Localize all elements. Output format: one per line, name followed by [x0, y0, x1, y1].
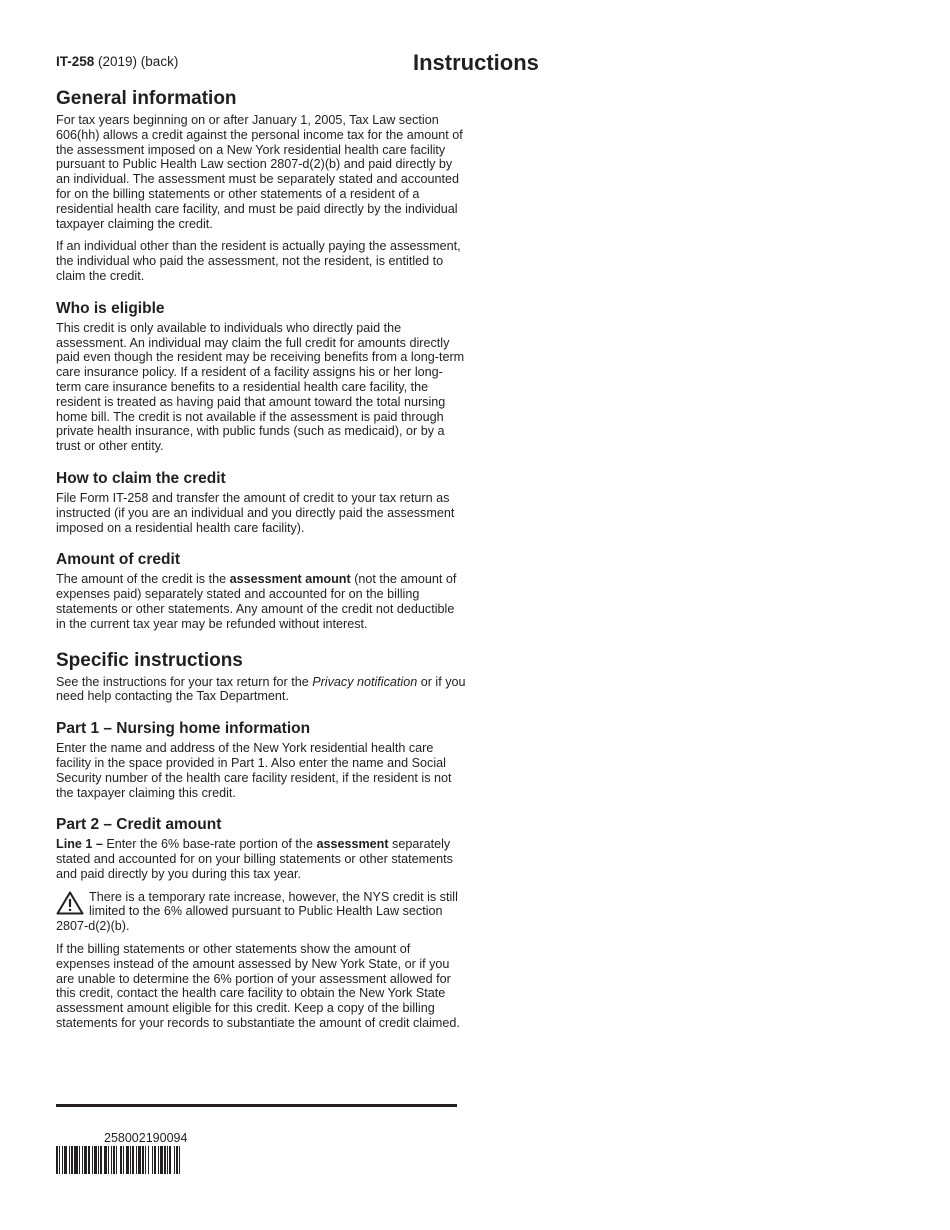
- line-1-instruction: Line 1 – Enter the 6% base-rate portion of the assessment separately stated and accounted for on your billing statements or other statements and paid directly by you during this tax year.: [56, 837, 453, 881]
- warning-icon: [56, 891, 84, 915]
- who-is-eligible-heading: Who is eligible: [56, 299, 165, 317]
- caution-note: [56, 890, 466, 934]
- barcode-bar: [179, 1146, 180, 1174]
- barcode-bar: [64, 1146, 67, 1174]
- barcode-bar: [92, 1146, 93, 1174]
- form-meta: (2019) (back): [94, 54, 179, 69]
- barcode-bar: [130, 1146, 131, 1174]
- barcode-bar: [111, 1146, 112, 1174]
- part-1-paragraph: Enter the name and address of the New York residential health care facility in the space provided in Part 1. Also enter the name and Social Security number of the health care facility resident, if the resident is not the taxpayer claiming this credit.: [56, 741, 452, 800]
- barcode-bar: [56, 1146, 58, 1174]
- barcode-bar: [160, 1146, 163, 1174]
- barcode-bar: [164, 1146, 166, 1174]
- barcode-bar: [126, 1146, 129, 1174]
- barcode-bar: [100, 1146, 102, 1174]
- barcode-bar: [94, 1146, 97, 1174]
- page-title: Instructions: [413, 50, 539, 75]
- how-to-claim-paragraph: File Form IT-258 and transfer the amount of credit to your tax return as instructed (if you are an individual and you directly paid the assessment imposed on a residential health care facility).: [56, 490, 455, 535]
- barcode-bar: [167, 1146, 168, 1174]
- barcode-bar: [59, 1146, 60, 1174]
- how-to-claim-heading: How to claim the credit: [56, 469, 226, 487]
- barcode-bar: [82, 1146, 83, 1174]
- barcode-bar: [148, 1146, 149, 1174]
- who-is-eligible-paragraph: This credit is only available to individuals who directly paid the assessment. An individual may claim the full credit for amounts directly paid even though the resident may be receiving benefits from a long-term care insurance policy. If a resident of a facility assigns his or her long-term care insurance benefits to a residential health care facility, the resident is treated as having paid that amount toward the total nursing home bill. The credit is not available if the assessment is paid through private health insurance, with public funds (such as medicaid), or by a trust or other entity.: [56, 320, 465, 454]
- barcode-bar: [176, 1146, 178, 1174]
- barcode-bar: [71, 1146, 73, 1174]
- barcode-bar: [84, 1146, 87, 1174]
- divider-rule: [56, 1104, 457, 1107]
- barcode-bar: [145, 1146, 146, 1174]
- barcode-bar: [69, 1146, 70, 1174]
- barcode-bar: [62, 1146, 63, 1174]
- amount-of-credit-heading: Amount of credit: [56, 551, 180, 569]
- general-information-paragraph-2: If an individual other than the resident is actually paying the assessment, the individual who paid the assessment, not the resident, is entitled to claim the credit.: [56, 239, 461, 283]
- general-information-paragraph-1: For tax years beginning on or after January 1, 2005, Tax Law section 606(hh) allows a credit against the personal income tax for the amount of the assessment imposed on a New York residential health care facility pursuant to Public Health Law section 2807-d(2)(b) and paid directly by an individual. The assessment must be separately stated and accounted for on the billing statements or other statements of a resident of a residential health care facility, and must be paid directly by the individual taxpayer claiming the credit.: [56, 113, 463, 231]
- barcode-bar: [158, 1146, 159, 1174]
- barcode-number: 258002190094: [104, 1131, 188, 1145]
- barcode-bar: [108, 1146, 109, 1174]
- specific-instructions-heading: Specific instructions: [56, 649, 243, 671]
- barcode-bar: [136, 1146, 137, 1174]
- part-1-heading: Part 1 – Nursing home information: [56, 720, 311, 738]
- barcode-bar: [142, 1146, 144, 1174]
- barcode: [56, 1146, 240, 1174]
- part-2-heading: Part 2 – Credit amount: [56, 816, 222, 834]
- barcode-bar: [174, 1146, 175, 1174]
- barcode-bar: [116, 1146, 117, 1174]
- barcode-bar: [120, 1146, 122, 1174]
- barcode-bar: [169, 1146, 171, 1174]
- caution-text: There is a temporary rate increase, however, the NYS credit is still limited to the 6% allowed pursuant to Public Health Law section 2807-d(2)(b).: [56, 889, 458, 934]
- barcode-bar: [74, 1146, 78, 1174]
- part-2-paragraph: If the billing statements or other statements show the amount of expenses instead of the amount assessed by New York State, or if you are unable to determine the 6% portion of your assessment allowed for this credit, contact the health care facility to obtain the New York State assessment amount eligible for this credit. Keep a copy of the billing statements for your records to substantiate the amount of credit claimed.: [56, 942, 460, 1031]
- barcode-bar: [113, 1146, 115, 1174]
- instructions-column: [56, 88, 466, 1031]
- barcode-bar: [88, 1146, 90, 1174]
- barcode-bar: [123, 1146, 124, 1174]
- amount-of-credit-paragraph: The amount of the credit is the assessment amount (not the amount of expenses paid) separately stated and accounted for on the billing statements or other statements. Any amount of the credit not deductible in the current tax year may be refunded without interest.: [56, 572, 457, 631]
- barcode-bar: [132, 1146, 134, 1174]
- barcode-bar: [79, 1146, 80, 1174]
- barcode-bar: [104, 1146, 107, 1174]
- barcode-bar: [98, 1146, 99, 1174]
- specific-instructions-paragraph: See the instructions for your tax return for the Privacy notification or if you need help contacting the Tax Department.: [56, 674, 466, 704]
- general-information-heading: General information: [56, 88, 237, 109]
- form-id: IT-258: [56, 54, 95, 69]
- form-identifier: [56, 54, 178, 69]
- barcode-bar: [152, 1146, 153, 1174]
- barcode-bar: [138, 1146, 141, 1174]
- barcode-bar: [154, 1146, 156, 1174]
